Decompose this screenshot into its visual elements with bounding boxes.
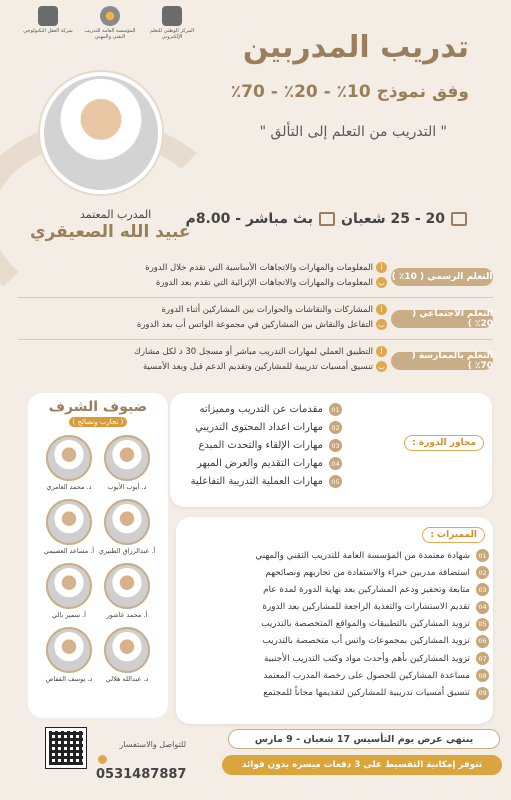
nelc-logo-icon <box>162 6 182 26</box>
model-row-practice <box>18 346 493 376</box>
number-badge: 01 <box>329 403 342 416</box>
feature-text: تزويد المشاركين بمجموعات واتس أب متخصصة بالتدريب <box>262 636 470 647</box>
guest-photo <box>104 499 150 545</box>
installment-banner: تتوفر إمكانية التقسيط على 3 دفعات ميسره بدون فوائد <box>222 755 502 775</box>
model-line <box>18 361 387 372</box>
guest-card <box>40 627 98 683</box>
guest-card <box>40 435 98 491</box>
calendar-icon <box>451 212 467 226</box>
model-line <box>18 319 387 330</box>
model-line <box>18 277 387 288</box>
number-badge: 09 <box>476 687 489 700</box>
model-line-text: المشاركات والنقاشات والحوارات بين المشاركين أثناء الدورة <box>161 304 373 315</box>
number-badge: 04 <box>329 457 342 470</box>
feature-item <box>184 601 489 614</box>
schedule-dates: 20 - 25 شعبان <box>341 211 445 227</box>
broadcast-icon <box>319 212 335 226</box>
feature-item <box>184 549 489 562</box>
guest-name: أ. محمد عاشور <box>106 611 148 619</box>
letter-badge: أ <box>376 304 387 315</box>
guest-photo <box>46 627 92 673</box>
guest-card <box>98 563 156 619</box>
logos-bar <box>20 6 200 46</box>
guest-photo <box>104 435 150 481</box>
axes-tag: محاور الدورة : <box>404 435 484 451</box>
guests-title: ضيوف الشرف <box>48 399 148 415</box>
feature-item <box>184 583 489 596</box>
guest-name: د. عبدالله هلالي <box>105 675 149 683</box>
guest-name: أ. عبدالرزاق الطنيري <box>98 547 156 555</box>
features-tag: المميزات : <box>422 527 485 543</box>
guest-name: د. محمد العامري <box>46 483 92 491</box>
number-badge: 05 <box>329 475 342 488</box>
offer-end-banner: ينتهي عرض يوم التأسيس 17 شعبان - 9 مارس <box>228 729 500 749</box>
phone-number[interactable] <box>96 752 190 782</box>
letter-badge: ب <box>376 277 387 288</box>
learning-model <box>18 262 493 381</box>
axes-item-text: مهارات اعداد المحتوى التدريبي <box>195 422 323 433</box>
guest-name: أ. سمير بالي <box>52 611 86 619</box>
feature-text: تزويد المشاركين بأهم وأحدث مواد وكتب التدريب الأجنبية <box>263 653 470 664</box>
number-badge: 01 <box>476 549 489 562</box>
model-line-text: المعلومات والمهارات والاتجاهات الأساسية التي تقدم خلال الدورة <box>145 262 373 273</box>
divider <box>18 297 493 298</box>
logo-tvtc <box>82 6 138 46</box>
axes-item <box>191 421 342 434</box>
divider <box>18 339 493 340</box>
page-title: تدريب المدربين <box>242 30 469 65</box>
letter-badge: أ <box>376 262 387 273</box>
guest-name: د. أيوب الأيوب <box>107 483 147 491</box>
axes-item-text: مهارات التقديم والعرض المبهر <box>197 458 323 469</box>
number-badge: 03 <box>329 439 342 452</box>
guest-card <box>98 499 156 555</box>
trainer-photo <box>40 72 162 194</box>
guest-photo <box>46 563 92 609</box>
feature-item <box>184 635 489 648</box>
number-badge: 04 <box>476 601 489 614</box>
number-badge: 08 <box>476 669 489 682</box>
logo-text: شركة العقل التكنولوجي <box>23 28 73 34</box>
feature-text: تقديم الاستشارات والتغذية الراجعة للمشاركين بعد الدورة <box>262 602 470 613</box>
feature-item <box>184 652 489 665</box>
schedule <box>186 211 467 227</box>
feature-text: شهادة معتمدة من المؤسسة العامة للتدريب التقني والمهني <box>255 550 470 561</box>
features-panel <box>176 517 493 724</box>
alaql-logo-icon <box>38 6 58 26</box>
number-badge: 06 <box>476 635 489 648</box>
letter-badge: ب <box>376 319 387 330</box>
guest-photo <box>46 435 92 481</box>
axes-item-text: مهارات الإلقاء والتحدث المبدع <box>198 440 323 451</box>
slogan-quote: " التدريب من التعلم إلى التألق " <box>259 124 447 140</box>
letter-badge: أ <box>376 346 387 357</box>
logo-nelc <box>144 6 200 46</box>
model-row-formal <box>18 262 493 292</box>
letter-badge: ب <box>376 361 387 372</box>
number-badge: 07 <box>476 652 489 665</box>
number-badge: 02 <box>329 421 342 434</box>
page-subtitle: وفق نموذج 10٪ - 20٪ - 70٪ <box>230 82 469 102</box>
number-badge: 05 <box>476 618 489 631</box>
guest-photo <box>46 499 92 545</box>
qr-code-icon[interactable] <box>46 728 86 768</box>
logo-text: المؤسسة العامة للتدريب التقني والمهني <box>84 28 136 40</box>
guest-photo <box>104 627 150 673</box>
feature-item <box>184 687 489 700</box>
guests-subtitle: ( تجارب ونصائح ) <box>69 417 127 427</box>
logo-alaql <box>20 6 76 46</box>
model-line-text: تنسيق أمسيات تدريبية للمشاركين وتقديم الدعم قبل وبعد الأمسية <box>142 361 373 372</box>
axes-item <box>191 439 342 452</box>
contact-block <box>40 726 190 782</box>
feature-text: تزويد المشاركين بالتطبيقات والمواقع المتخصصة بالتدريب <box>261 619 470 630</box>
guest-photo <box>104 563 150 609</box>
trainer-name: عبيد الله الصعيقري <box>30 222 191 242</box>
axes-item <box>191 457 342 470</box>
phone-text: 0531487887 <box>96 767 187 782</box>
guest-card <box>40 563 98 619</box>
axes-item-text: مقدمات عن التدريب ومميزاته <box>199 404 323 415</box>
model-line-text: التفاعل والنقاش بين المشاركين في مجموعة الواتس أب بعد الدورة <box>136 319 373 330</box>
model-line <box>18 346 387 357</box>
feature-text: متابعة وتحفيز ودعم المشاركين بعد نهاية الدورة لمدة عام <box>263 584 470 595</box>
feature-text: تنسيق أمسيات تدريبية للمشاركين لتقديمها مجاناً للمجتمع <box>263 688 470 698</box>
guest-name: أ. مساعد العصيمي <box>43 547 95 555</box>
axes-item-text: مهارات العملية التدريبة التفاعلية <box>190 476 323 487</box>
feature-item <box>184 669 489 682</box>
guest-card <box>98 627 156 683</box>
model-line <box>18 262 387 273</box>
tvtc-logo-icon <box>100 6 120 26</box>
model-line <box>18 304 387 315</box>
model-label: التعلم الاجتماعي ( 20٪ ) <box>391 310 493 328</box>
trainer-role: المدرب المعتمد <box>80 208 152 221</box>
number-badge: 02 <box>476 566 489 579</box>
guest-card <box>40 499 98 555</box>
phone-icon <box>98 755 107 764</box>
feature-text: استضافة مدربين خبراء والاستفادة من تجاربهم ونصائحهم <box>265 567 470 578</box>
logo-text: المركز الوطني للتعلم الإلكتروني <box>149 28 195 40</box>
axes-item <box>191 403 342 416</box>
model-line-text: التطبيق العملي لمهارات التدريب مباشر أو مسجل 30 د لكل مشارك <box>133 346 373 357</box>
model-line-text: المعلومات والمهارات والاتجاهات الإثرائية التي تقدم بعد الدورة <box>155 277 373 288</box>
schedule-time: بث مباشر - 8.00م <box>185 211 313 227</box>
guest-name: د. يوسف القفاص <box>45 675 93 683</box>
feature-item <box>184 566 489 579</box>
number-badge: 03 <box>476 583 489 596</box>
guest-card <box>98 435 156 491</box>
model-row-social <box>18 304 493 334</box>
guests-panel <box>28 393 168 718</box>
model-label: التعلم الرسمي ( 10٪ ) <box>391 268 493 286</box>
course-axes-panel <box>170 393 492 507</box>
axes-item <box>191 475 342 488</box>
contact-label: للتواصل والاستفسار <box>119 740 186 749</box>
feature-text: مساعدة المشاركين للحصول على رخصة المدرب المعتمد <box>263 670 470 681</box>
model-label: التعلم بالممارسة ( 70٪ ) <box>391 352 493 370</box>
feature-item <box>184 618 489 631</box>
